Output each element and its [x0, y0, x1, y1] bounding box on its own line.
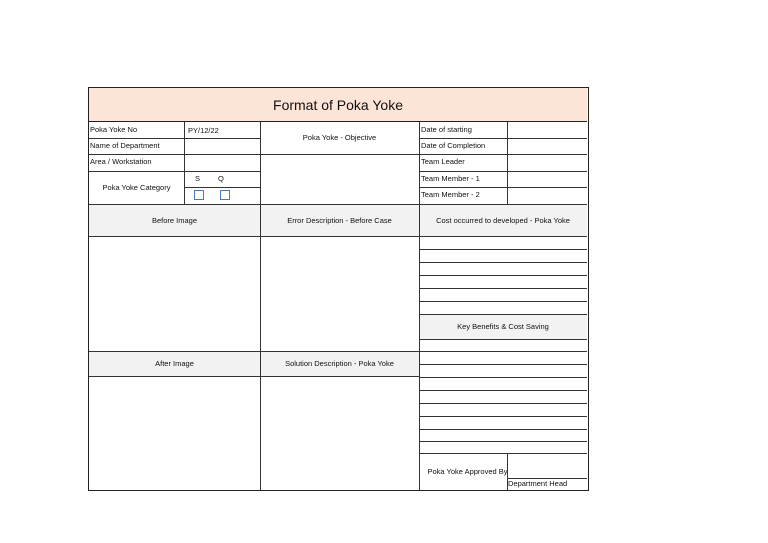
category-q-checkbox[interactable]: [220, 190, 230, 200]
team-member-1-label: Team Member - 1: [421, 174, 480, 183]
key-benefits-header: Key Benefits & Cost Saving: [457, 322, 549, 331]
form-title: Format of Poka Yoke: [89, 88, 587, 122]
col-divider-2: [419, 122, 420, 490]
poka-yoke-no-value: PY/12/22: [188, 126, 219, 135]
category-s-checkbox[interactable]: [194, 190, 204, 200]
category-option-q: Q: [218, 174, 224, 183]
info-value-divider: [184, 122, 185, 205]
objective-label: Poka Yoke - Objective: [302, 133, 377, 142]
before-image-header: Before Image: [151, 215, 198, 225]
col-divider-1: [260, 122, 261, 490]
team-value-divider: [507, 122, 508, 205]
team-leader-label: Team Leader: [421, 157, 465, 166]
after-image-header: After Image: [155, 358, 194, 368]
cost-occurred-header: Cost occurred to developed - Poka Yoke: [436, 215, 570, 225]
poka-yoke-no-label: Poka Yoke No: [90, 125, 138, 134]
date-completion-label: Date of Completion: [421, 141, 486, 150]
category-option-s: S: [195, 174, 201, 183]
area-label: Area / Workstation: [90, 157, 152, 166]
solution-description-header: Solution Description - Poka Yoke: [285, 358, 394, 368]
date-starting-label: Date of starting: [421, 125, 472, 134]
error-description-header: Error Description - Before Case: [287, 215, 392, 225]
department-head-label: Department Head: [508, 479, 568, 488]
department-label: Name of Department: [90, 141, 160, 150]
category-label: Poka Yoke Category: [102, 182, 171, 192]
team-member-2-label: Team Member - 2: [421, 190, 480, 199]
approved-by-label: Poka Yoke Approved By: [427, 467, 508, 476]
poka-yoke-form: [88, 87, 589, 491]
